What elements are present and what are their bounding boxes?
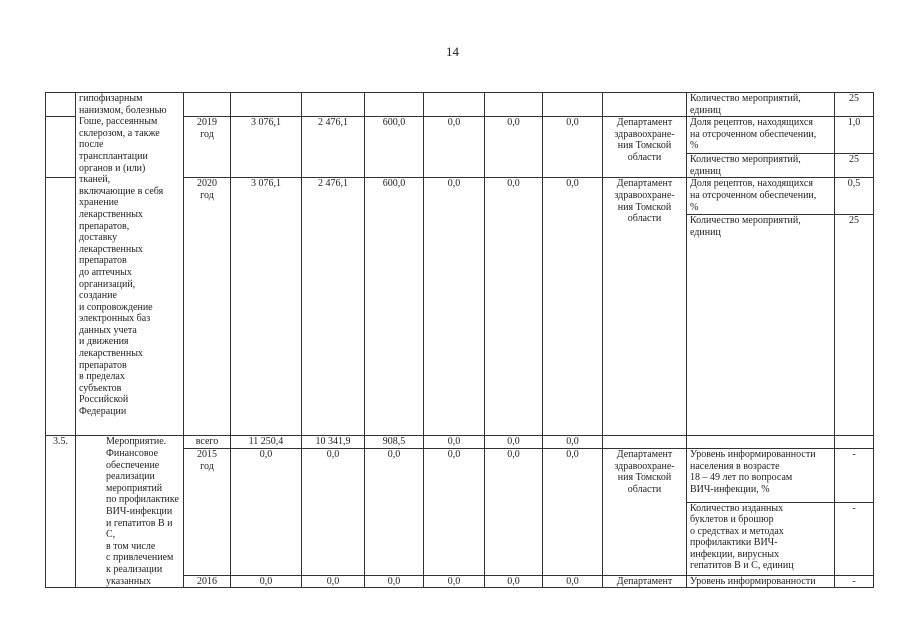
indicator-name: Доля рецептов, находящихся на отсроченном обеспечении, % xyxy=(687,178,835,215)
value-other: 0,0 xyxy=(543,117,603,178)
indicator-value: - xyxy=(835,502,874,575)
year-cell xyxy=(184,93,231,117)
value-extra: 0,0 xyxy=(485,448,543,575)
indicator-value: - xyxy=(835,575,874,588)
value-other: 0,0 xyxy=(543,575,603,588)
executor-cell: Департамент здравоохране- ния Томской области xyxy=(603,178,687,436)
year-cell: 2019 год xyxy=(184,117,231,178)
value-cell xyxy=(365,93,424,117)
value-regional: 908,5 xyxy=(365,436,424,449)
year-cell: 2020 год xyxy=(184,178,231,436)
indicator-name: Количество мероприятий, единиц xyxy=(687,154,835,178)
value-other: 0,0 xyxy=(543,448,603,575)
indicator-name: Уровень информированности xyxy=(687,575,835,588)
measure-description: гипофизарным нанизмом, болезнью Гоше, рассеянным склерозом, а также после трансплантации органов и (или) тканей, включающие в себя хранение лекарственных препаратов, доставку лекарственных препаратов до аптечных организаций, создание и сопровождение электронных баз данных учета и движения лекарственных препаратов в пределах субъектов Российской Федерации xyxy=(76,93,184,436)
indicator-value: 25 xyxy=(835,154,874,178)
value-local: 0,0 xyxy=(424,575,485,588)
value-other: 0,0 xyxy=(543,436,603,449)
value-total: 0,0 xyxy=(231,575,302,588)
value-federal: 0,0 xyxy=(302,448,365,575)
value-federal: 10 341,9 xyxy=(302,436,365,449)
value-regional: 0,0 xyxy=(365,575,424,588)
value-regional: 600,0 xyxy=(365,178,424,436)
indicator-name: Доля рецептов, находящихся на отсроченном обеспечении, % xyxy=(687,117,835,154)
value-extra: 0,0 xyxy=(485,117,543,178)
indicator-value xyxy=(835,436,874,449)
value-extra: 0,0 xyxy=(485,436,543,449)
value-local: 0,0 xyxy=(424,436,485,449)
indicator-name xyxy=(687,436,835,449)
indicator-name: Количество изданных буклетов и брошюр о средствах и методах профилактики ВИЧ- инфекции, вирусных гепатитов В и С, единиц xyxy=(687,502,835,575)
value-federal: 0,0 xyxy=(302,575,365,588)
value-cell xyxy=(485,93,543,117)
executor-cell: Департамент здравоохране- ния Томской области xyxy=(603,448,687,575)
indicator-name: Количество мероприятий, единиц xyxy=(687,215,835,436)
row-number-cell xyxy=(46,93,76,117)
year-cell: 2015 год xyxy=(184,448,231,575)
indicator-value: 0,5 xyxy=(835,178,874,215)
value-extra: 0,0 xyxy=(485,575,543,588)
value-total: 3 076,1 xyxy=(231,178,302,436)
indicator-name: Количество мероприятий, единиц xyxy=(687,93,835,117)
executor-cell: Департамент здравоохране- ния Томской области xyxy=(603,117,687,178)
indicator-value: 25 xyxy=(835,93,874,117)
value-extra: 0,0 xyxy=(485,178,543,436)
value-total: 0,0 xyxy=(231,448,302,575)
value-cell xyxy=(424,93,485,117)
program-table xyxy=(45,92,874,588)
value-local: 0,0 xyxy=(424,178,485,436)
year-cell: 2016 xyxy=(184,575,231,588)
value-regional: 600,0 xyxy=(365,117,424,178)
year-cell: всего xyxy=(184,436,231,449)
value-other: 0,0 xyxy=(543,178,603,436)
table-row xyxy=(46,93,874,117)
row-number-cell xyxy=(46,178,76,436)
value-local: 0,0 xyxy=(424,448,485,575)
executor-cell xyxy=(603,93,687,117)
executor-cell: Департамент xyxy=(603,575,687,588)
indicator-value: 1,0 xyxy=(835,117,874,154)
table-row xyxy=(46,436,874,449)
value-federal: 2 476,1 xyxy=(302,178,365,436)
executor-cell xyxy=(603,436,687,449)
value-federal: 2 476,1 xyxy=(302,117,365,178)
measure-description: Мероприятие. Финансовое обеспечение реализации мероприятий по профилактике ВИЧ-инфекции и гепатитов В и С, в том числе с привлечением к реализации указанных xyxy=(76,436,184,588)
value-cell xyxy=(302,93,365,117)
page-number: 14 xyxy=(446,44,459,59)
value-total: 11 250,4 xyxy=(231,436,302,449)
value-cell xyxy=(231,93,302,117)
value-regional: 0,0 xyxy=(365,448,424,575)
value-cell xyxy=(543,93,603,117)
row-number-cell xyxy=(46,117,76,178)
row-number-cell: 3.5. xyxy=(46,436,76,588)
value-total: 3 076,1 xyxy=(231,117,302,178)
indicator-value: 25 xyxy=(835,215,874,436)
indicator-name: Уровень информированности населения в возрасте 18 – 49 лет по вопросам ВИЧ-инфекции, % xyxy=(687,448,835,502)
value-local: 0,0 xyxy=(424,117,485,178)
indicator-value: - xyxy=(835,448,874,502)
